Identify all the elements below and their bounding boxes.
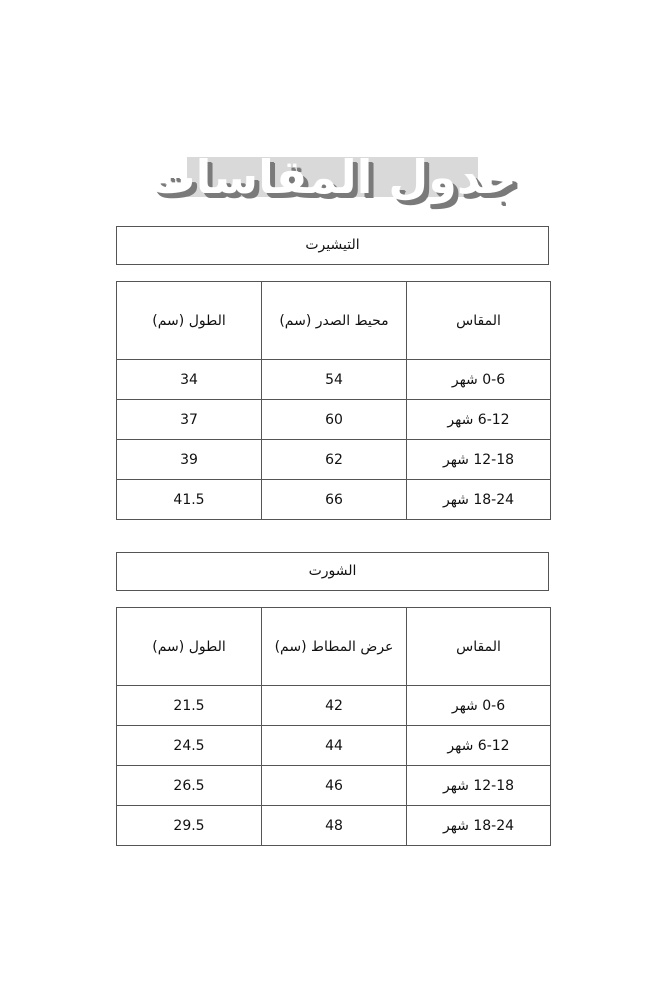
cell-chest: 60 (262, 400, 407, 440)
cell-length: 39 (117, 440, 262, 480)
header-size: المقاس (407, 282, 551, 360)
cell-length: 34 (117, 360, 262, 400)
table-header-row (117, 282, 551, 360)
cell-size: 0-6 شهر (407, 360, 551, 400)
cell-waistband: 42 (262, 686, 407, 726)
shorts-section-label: الشورت (116, 552, 549, 591)
table-row (117, 360, 551, 400)
header-length: الطول (سم) (117, 282, 262, 360)
title-area (0, 145, 666, 215)
cell-chest: 62 (262, 440, 407, 480)
table-row (117, 440, 551, 480)
cell-size: 6-12 شهر (407, 400, 551, 440)
cell-chest: 66 (262, 480, 407, 520)
shorts-size-table (116, 607, 551, 846)
page-title: جدول المقاسات (149, 150, 517, 204)
table-header-row (117, 608, 551, 686)
table-row (117, 480, 551, 520)
table-row (117, 726, 551, 766)
table-row (117, 686, 551, 726)
header-size: المقاس (407, 608, 551, 686)
cell-length: 26.5 (117, 766, 262, 806)
cell-size: 18-24 شهر (407, 480, 551, 520)
cell-length: 21.5 (117, 686, 262, 726)
header-waistband: عرض المطاط (سم) (262, 608, 407, 686)
cell-waistband: 48 (262, 806, 407, 846)
cell-size: 12-18 شهر (407, 440, 551, 480)
cell-size: 0-6 شهر (407, 686, 551, 726)
table-row (117, 806, 551, 846)
cell-size: 6-12 شهر (407, 726, 551, 766)
cell-chest: 54 (262, 360, 407, 400)
tshirt-size-table (116, 281, 551, 520)
cell-length: 37 (117, 400, 262, 440)
table-row (117, 766, 551, 806)
header-length: الطول (سم) (117, 608, 262, 686)
cell-size: 12-18 شهر (407, 766, 551, 806)
cell-length: 24.5 (117, 726, 262, 766)
cell-size: 18-24 شهر (407, 806, 551, 846)
cell-length: 41.5 (117, 480, 262, 520)
cell-waistband: 46 (262, 766, 407, 806)
cell-waistband: 44 (262, 726, 407, 766)
tshirt-section-label: التيشيرت (116, 226, 549, 265)
cell-length: 29.5 (117, 806, 262, 846)
table-row (117, 400, 551, 440)
header-chest: محيط الصدر (سم) (262, 282, 407, 360)
